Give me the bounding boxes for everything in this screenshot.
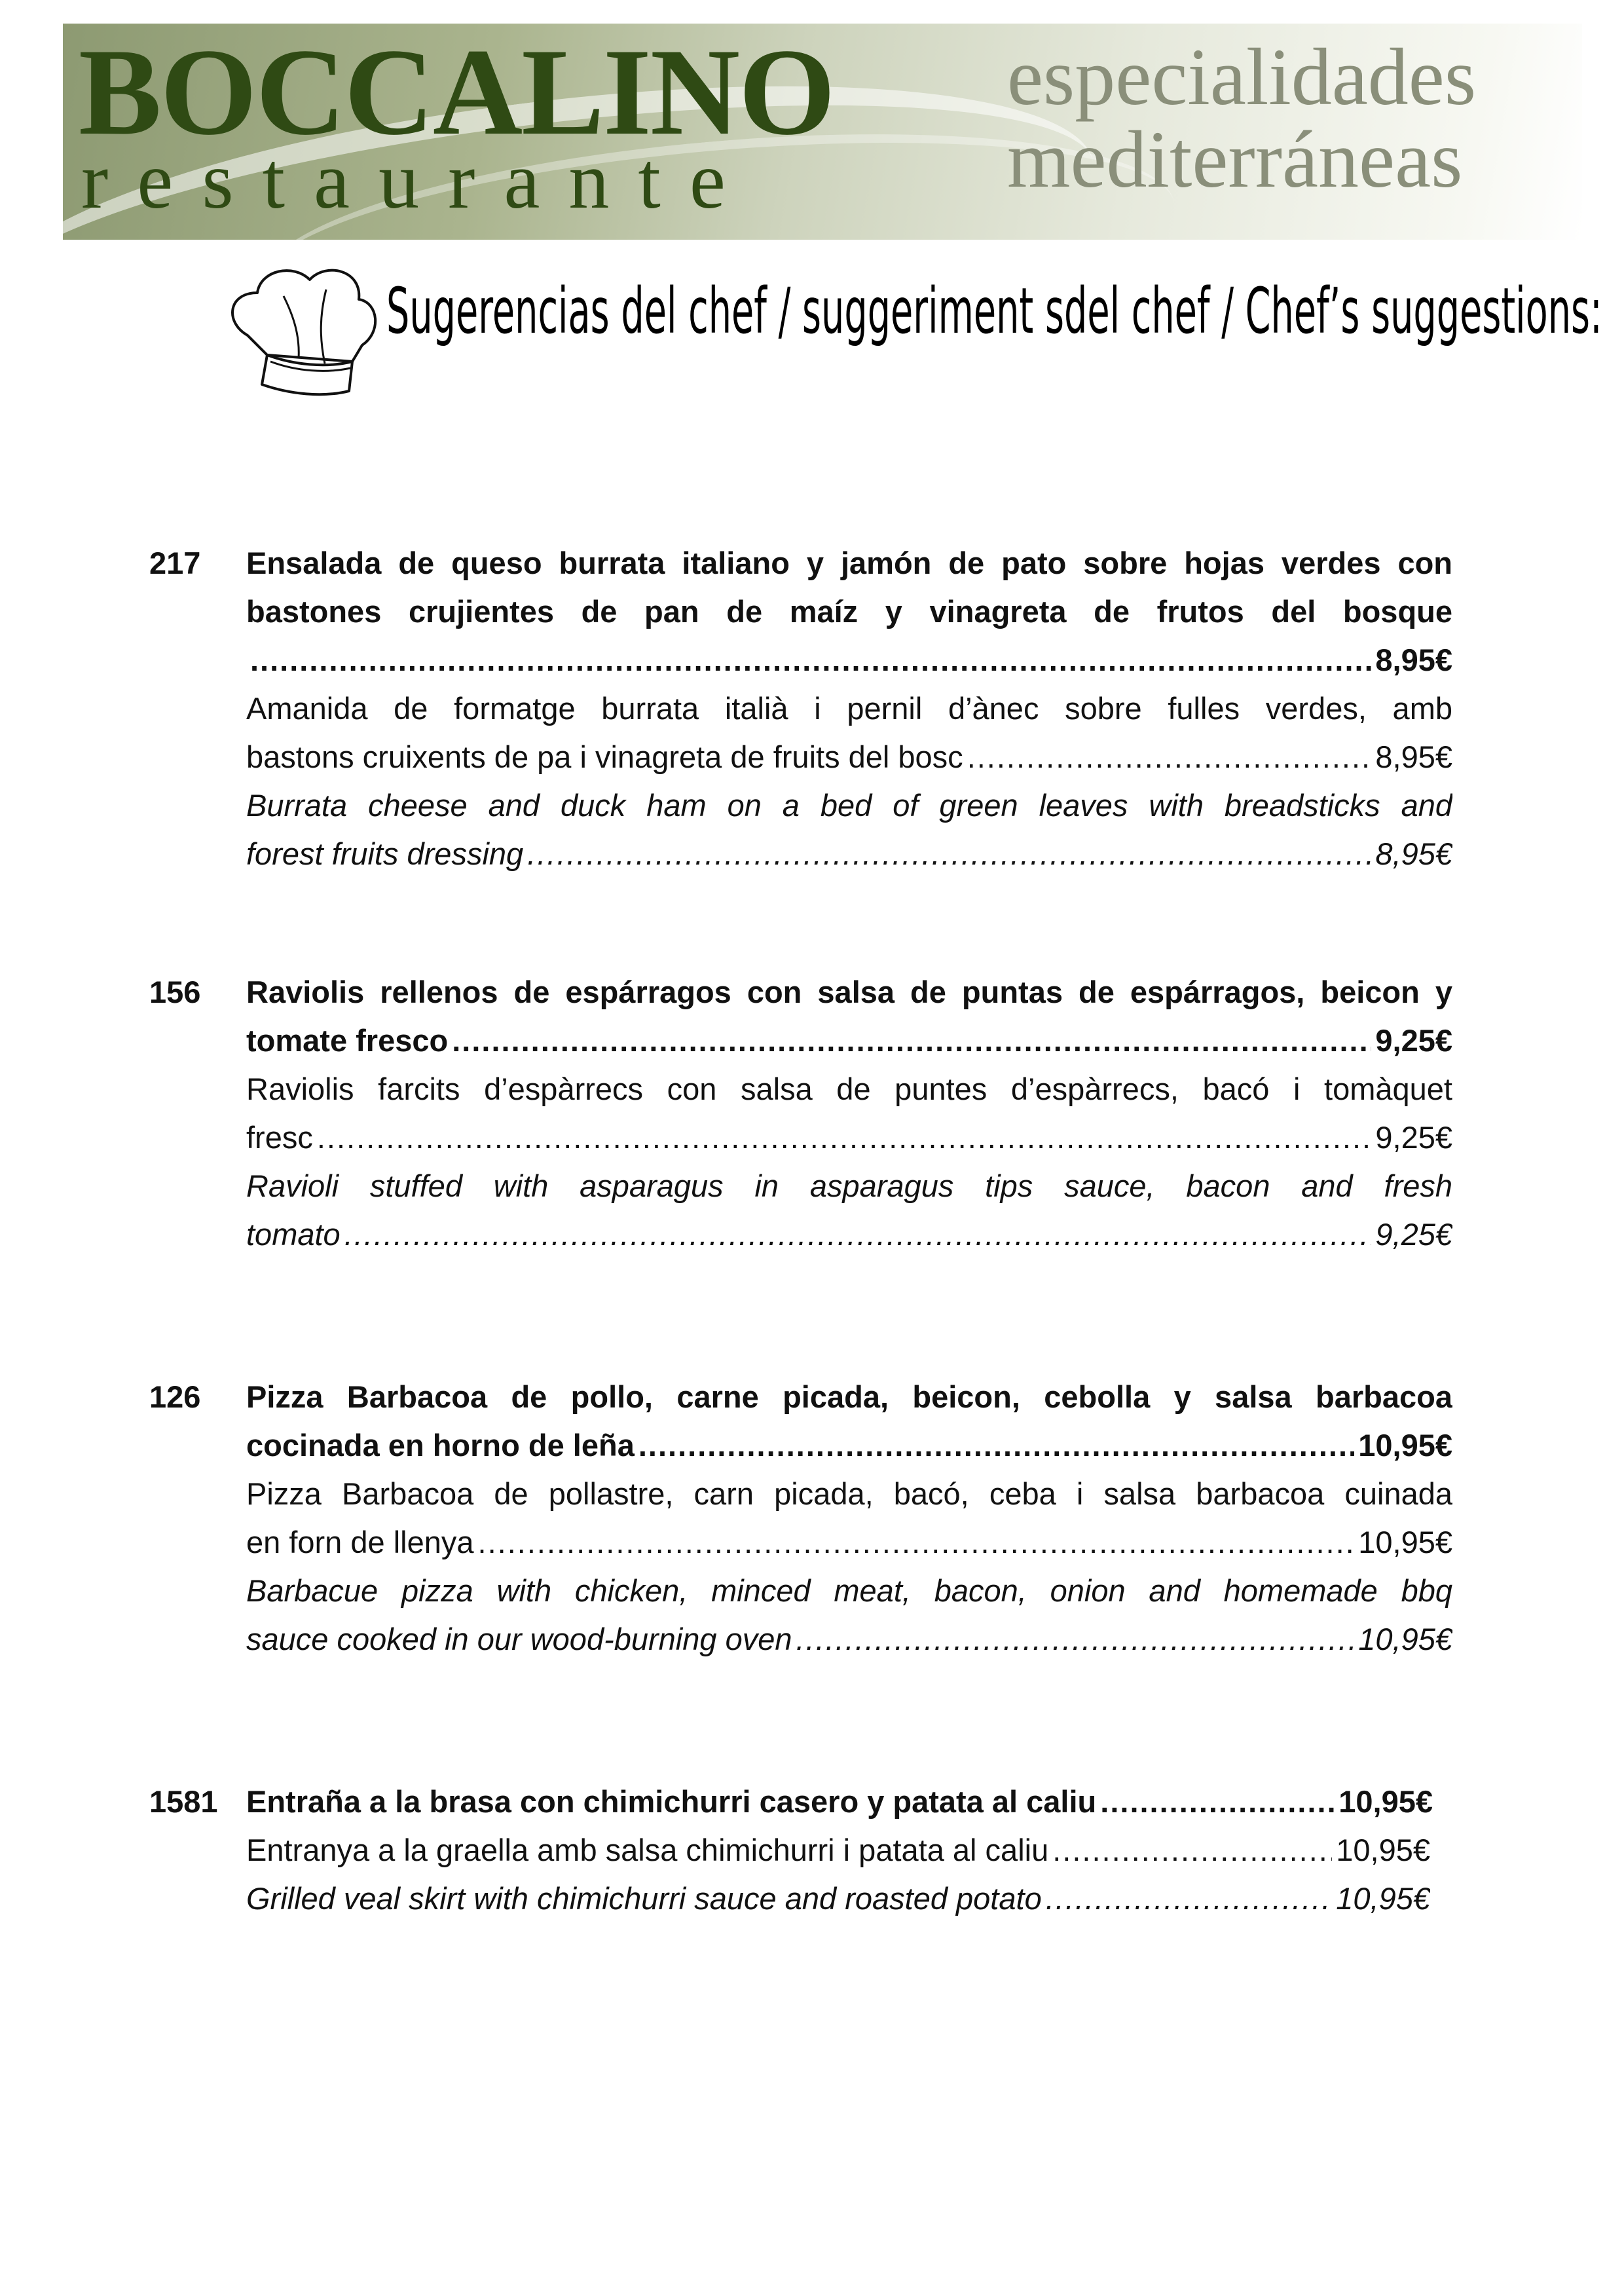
price-line-es	[246, 1778, 1433, 1826]
item-name-es: Ensalada de queso burrata italiano y jamón de pato sobre hojas verdes con	[246, 546, 1452, 580]
item-name-es: Entraña a la brasa con chimichurri casero y patata al caliu	[246, 1784, 1097, 1819]
item-name-ca: Pizza Barbacoa de pollastre, carn picada, bacó, ceba i salsa barbacoa cuinada	[246, 1476, 1452, 1511]
header-banner	[63, 24, 1582, 240]
item-code: 156	[149, 975, 201, 1009]
item-name-es: tomate fresco	[246, 1023, 449, 1058]
dot-leader	[796, 1615, 1355, 1664]
price-line-es	[246, 636, 1452, 684]
tagline-line-1: especialidades	[1007, 32, 1477, 122]
item-name-en: sauce cooked in our wood-burning oven	[246, 1622, 792, 1656]
item-name-es: cocinada en horno de leña	[246, 1428, 635, 1463]
chef-hat-icon	[221, 257, 385, 401]
dot-leader	[344, 1210, 1372, 1259]
item-price: 10,95€	[1336, 1881, 1430, 1916]
item-name-ca: bastons cruixents de pa i vinagreta de fruits del bosc	[246, 739, 963, 774]
dot-leader	[1046, 1875, 1333, 1923]
item-name-en: forest fruits dressing	[246, 836, 524, 871]
item-price: 10,95€	[1358, 1622, 1452, 1656]
price-line-es	[246, 1017, 1452, 1065]
item-price: 9,25€	[1375, 1023, 1452, 1058]
item-price: 10,95€	[1338, 1784, 1433, 1819]
item-name-en: Barbacue pizza with chicken, minced meat, bacon, onion and homemade bbq	[246, 1573, 1452, 1608]
dot-leader	[317, 1113, 1372, 1162]
price-line-ca	[246, 1518, 1452, 1567]
dot-leader	[638, 1421, 1354, 1470]
dot-leader	[250, 636, 1371, 684]
dot-leader	[527, 830, 1371, 878]
item-code: 217	[149, 546, 201, 580]
item-name-es: Raviolis rellenos de espárragos con salsa de puntas de espárragos, beicon y	[246, 975, 1452, 1009]
item-code: 1581	[149, 1784, 218, 1819]
section-title: Sugerencias del chef / suggeriment sdel chef / Chef’s suggestions:	[386, 274, 1602, 348]
item-price: 9,25€	[1375, 1217, 1452, 1252]
tagline-line-2: mediterráneas	[1007, 115, 1463, 204]
dot-leader	[1052, 1826, 1332, 1875]
price-line-ca	[246, 733, 1452, 781]
dot-leader	[452, 1017, 1371, 1065]
price-line-ca	[246, 1826, 1430, 1875]
brand-name: BOCCALINO	[79, 24, 834, 161]
item-name-es: bastones crujientes de pan de maíz y vinagreta de frutos del bosque	[246, 594, 1452, 629]
brand-subtitle: restaurante	[81, 136, 754, 225]
item-name-en: tomato	[246, 1217, 341, 1252]
price-line-en	[246, 1210, 1452, 1259]
item-name-ca: fresc	[246, 1120, 313, 1155]
item-name-ca: Entranya a la graella amb salsa chimichurri i patata al caliu	[246, 1833, 1049, 1867]
item-name-en: Ravioli stuffed with asparagus in asparagus tips sauce, bacon and fresh	[246, 1168, 1452, 1203]
item-price: 9,25€	[1375, 1120, 1452, 1155]
price-line-en	[246, 1615, 1452, 1664]
price-line-ca	[246, 1113, 1452, 1162]
item-name-ca: en forn de llenya	[246, 1525, 474, 1559]
dot-leader	[478, 1518, 1355, 1567]
item-code: 126	[149, 1379, 201, 1414]
item-name-en: Grilled veal skirt with chimichurri sauce and roasted potato	[246, 1881, 1042, 1916]
price-line-es	[246, 1421, 1452, 1470]
item-price: 8,95€	[1375, 643, 1452, 677]
item-name-ca: Amanida de formatge burrata italià i pernil d’ànec sobre fulles verdes, amb	[246, 691, 1452, 726]
price-line-en	[246, 830, 1452, 878]
item-price: 10,95€	[1358, 1428, 1452, 1463]
item-price: 8,95€	[1375, 739, 1452, 774]
item-name-en: Burrata cheese and duck ham on a bed of green leaves with breadsticks and	[246, 788, 1452, 823]
dot-leader	[967, 733, 1372, 781]
item-price: 10,95€	[1336, 1833, 1430, 1867]
price-line-en	[246, 1875, 1430, 1923]
item-price: 10,95€	[1358, 1525, 1452, 1559]
item-price: 8,95€	[1375, 836, 1452, 871]
dot-leader	[1100, 1778, 1335, 1826]
item-name-es: Pizza Barbacoa de pollo, carne picada, beicon, cebolla y salsa barbacoa	[246, 1379, 1452, 1414]
item-name-ca: Raviolis farcits d’espàrrecs con salsa de puntes d’espàrrecs, bacó i tomàquet	[246, 1072, 1452, 1106]
